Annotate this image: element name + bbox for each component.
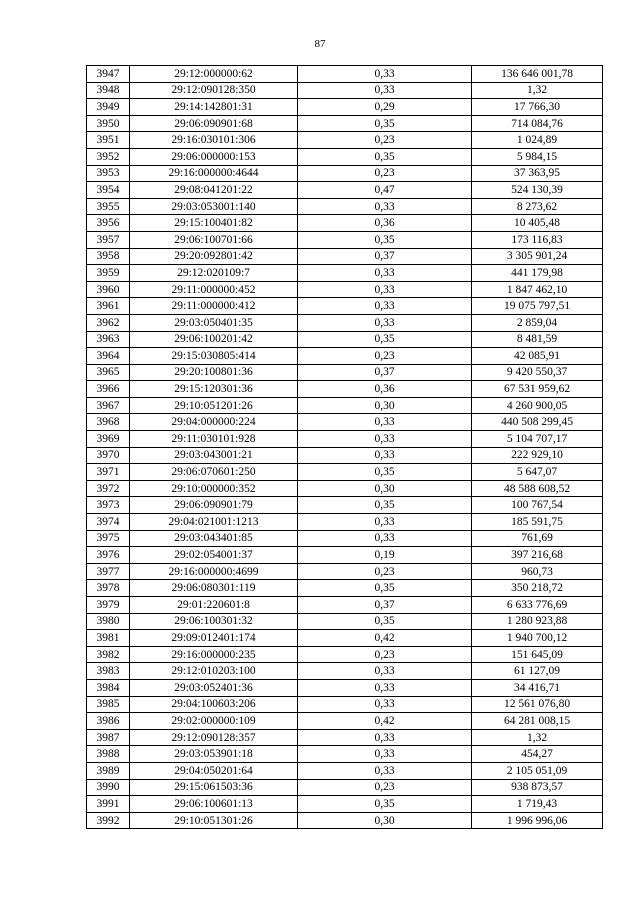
row-number-cell: 3983 xyxy=(87,663,130,680)
table-row xyxy=(87,198,603,215)
row-number-cell: 3990 xyxy=(87,779,130,796)
table-row xyxy=(87,397,603,414)
row-number-cell: 3982 xyxy=(87,646,130,663)
cadastral-number-cell: 29:04:100603:206 xyxy=(130,696,298,713)
cadastral-number-cell: 29:03:052401:36 xyxy=(130,679,298,696)
row-number-cell: 3977 xyxy=(87,563,130,580)
row-number-cell: 3947 xyxy=(87,66,130,83)
value-cell: 397 216,68 xyxy=(472,547,603,564)
value-cell: 1,32 xyxy=(472,82,603,99)
row-number-cell: 3967 xyxy=(87,397,130,414)
value-cell: 441 179,98 xyxy=(472,265,603,282)
coefficient-cell: 0,23 xyxy=(298,779,472,796)
value-cell: 454,27 xyxy=(472,746,603,763)
cadastral-number-cell: 29:10:051201:26 xyxy=(130,397,298,414)
value-cell: 350 218,72 xyxy=(472,580,603,597)
cadastral-number-cell: 29:09:012401:174 xyxy=(130,630,298,647)
coefficient-cell: 0,33 xyxy=(298,679,472,696)
cadastral-number-cell: 29:12:020109:7 xyxy=(130,265,298,282)
row-number-cell: 3972 xyxy=(87,480,130,497)
table-row xyxy=(87,514,603,531)
value-cell: 151 645,09 xyxy=(472,646,603,663)
cadastral-number-cell: 29:01:220601:8 xyxy=(130,597,298,614)
table-row xyxy=(87,66,603,83)
row-number-cell: 3960 xyxy=(87,281,130,298)
cadastral-number-cell: 29:06:080301:119 xyxy=(130,580,298,597)
value-cell: 3 305 901,24 xyxy=(472,248,603,265)
coefficient-cell: 0,33 xyxy=(298,746,472,763)
row-number-cell: 3950 xyxy=(87,115,130,132)
coefficient-cell: 0,23 xyxy=(298,348,472,365)
cadastral-number-cell: 29:11:030101:928 xyxy=(130,431,298,448)
value-cell: 960,73 xyxy=(472,563,603,580)
table-row xyxy=(87,215,603,232)
table-row xyxy=(87,414,603,431)
table-row xyxy=(87,314,603,331)
coefficient-cell: 0,23 xyxy=(298,132,472,149)
cadastral-number-cell: 29:16:000000:235 xyxy=(130,646,298,663)
row-number-cell: 3957 xyxy=(87,231,130,248)
cadastral-number-cell: 29:06:100201:42 xyxy=(130,331,298,348)
row-number-cell: 3971 xyxy=(87,464,130,481)
coefficient-cell: 0,33 xyxy=(298,82,472,99)
cadastral-number-cell: 29:16:000000:4644 xyxy=(130,165,298,182)
value-cell: 1 940 700,12 xyxy=(472,630,603,647)
row-number-cell: 3989 xyxy=(87,762,130,779)
value-cell: 938 873,57 xyxy=(472,779,603,796)
coefficient-cell: 0,35 xyxy=(298,115,472,132)
cadastral-number-cell: 29:06:070601:250 xyxy=(130,464,298,481)
cadastral-number-cell: 29:12:090128:350 xyxy=(130,82,298,99)
value-cell: 37 363,95 xyxy=(472,165,603,182)
coefficient-cell: 0,33 xyxy=(298,663,472,680)
table-row xyxy=(87,696,603,713)
value-cell: 136 646 001,78 xyxy=(472,66,603,83)
value-cell: 185 591,75 xyxy=(472,514,603,531)
coefficient-cell: 0,30 xyxy=(298,480,472,497)
row-number-cell: 3952 xyxy=(87,148,130,165)
row-number-cell: 3970 xyxy=(87,447,130,464)
coefficient-cell: 0,30 xyxy=(298,397,472,414)
table-row xyxy=(87,165,603,182)
cadastral-number-cell: 29:15:061503:36 xyxy=(130,779,298,796)
cadastral-number-cell: 29:02:000000:109 xyxy=(130,713,298,730)
value-cell: 8 273,62 xyxy=(472,198,603,215)
row-number-cell: 3987 xyxy=(87,729,130,746)
coefficient-cell: 0,33 xyxy=(298,298,472,315)
row-number-cell: 3962 xyxy=(87,314,130,331)
table-row xyxy=(87,364,603,381)
table-row xyxy=(87,497,603,514)
cadastral-number-cell: 29:20:100801:36 xyxy=(130,364,298,381)
value-cell: 67 531 959,62 xyxy=(472,381,603,398)
table-row xyxy=(87,646,603,663)
value-cell: 440 508 299,45 xyxy=(472,414,603,431)
table-row xyxy=(87,812,603,829)
row-number-cell: 3980 xyxy=(87,613,130,630)
value-cell: 4 260 900,05 xyxy=(472,397,603,414)
table-row xyxy=(87,231,603,248)
coefficient-cell: 0,33 xyxy=(298,729,472,746)
table-row xyxy=(87,713,603,730)
row-number-cell: 3956 xyxy=(87,215,130,232)
page-number: 87 xyxy=(314,38,326,50)
coefficient-cell: 0,35 xyxy=(298,331,472,348)
value-cell: 1 719,43 xyxy=(472,796,603,813)
coefficient-cell: 0,47 xyxy=(298,182,472,199)
row-number-cell: 3958 xyxy=(87,248,130,265)
row-number-cell: 3974 xyxy=(87,514,130,531)
cadastral-number-cell: 29:03:043001:21 xyxy=(130,447,298,464)
coefficient-cell: 0,29 xyxy=(298,99,472,116)
cadastral-number-cell: 29:12:010203:100 xyxy=(130,663,298,680)
table-row xyxy=(87,613,603,630)
row-number-cell: 3969 xyxy=(87,431,130,448)
table-row xyxy=(87,431,603,448)
value-cell: 100 767,54 xyxy=(472,497,603,514)
cadastral-number-cell: 29:16:000000:4699 xyxy=(130,563,298,580)
row-number-cell: 3976 xyxy=(87,547,130,564)
coefficient-cell: 0,42 xyxy=(298,713,472,730)
value-cell: 1 996 996,06 xyxy=(472,812,603,829)
coefficient-cell: 0,35 xyxy=(298,613,472,630)
value-cell: 10 405,48 xyxy=(472,215,603,232)
cadastral-number-cell: 29:08:041201:22 xyxy=(130,182,298,199)
coefficient-cell: 0,35 xyxy=(298,497,472,514)
coefficient-cell: 0,37 xyxy=(298,364,472,381)
coefficient-cell: 0,33 xyxy=(298,281,472,298)
row-number-cell: 3963 xyxy=(87,331,130,348)
value-cell: 34 416,71 xyxy=(472,679,603,696)
table-row xyxy=(87,182,603,199)
table-row xyxy=(87,281,603,298)
cadastral-number-cell: 29:04:021001:1213 xyxy=(130,514,298,531)
table-row xyxy=(87,381,603,398)
table-row xyxy=(87,148,603,165)
coefficient-cell: 0,33 xyxy=(298,198,472,215)
table-row xyxy=(87,82,603,99)
table-row xyxy=(87,597,603,614)
row-number-cell: 3978 xyxy=(87,580,130,597)
row-number-cell: 3981 xyxy=(87,630,130,647)
row-number-cell: 3975 xyxy=(87,530,130,547)
value-cell: 1 280 923,88 xyxy=(472,613,603,630)
coefficient-cell: 0,35 xyxy=(298,231,472,248)
value-cell: 1 024,89 xyxy=(472,132,603,149)
cadastral-number-cell: 29:04:000000:224 xyxy=(130,414,298,431)
row-number-cell: 3991 xyxy=(87,796,130,813)
cadastral-number-cell: 29:20:092801:42 xyxy=(130,248,298,265)
value-cell: 64 281 008,15 xyxy=(472,713,603,730)
table-row xyxy=(87,746,603,763)
table-row xyxy=(87,762,603,779)
table-row xyxy=(87,115,603,132)
row-number-cell: 3955 xyxy=(87,198,130,215)
table-body xyxy=(87,66,603,829)
table-row xyxy=(87,796,603,813)
value-cell: 61 127,09 xyxy=(472,663,603,680)
coefficient-cell: 0,33 xyxy=(298,696,472,713)
row-number-cell: 3979 xyxy=(87,597,130,614)
cadastral-number-cell: 29:11:000000:412 xyxy=(130,298,298,315)
coefficient-cell: 0,33 xyxy=(298,514,472,531)
coefficient-cell: 0,33 xyxy=(298,431,472,448)
cadastral-number-cell: 29:11:000000:452 xyxy=(130,281,298,298)
table-row xyxy=(87,447,603,464)
cadastral-number-cell: 29:06:090901:68 xyxy=(130,115,298,132)
row-number-cell: 3986 xyxy=(87,713,130,730)
cadastral-number-cell: 29:12:090128:357 xyxy=(130,729,298,746)
coefficient-cell: 0,23 xyxy=(298,563,472,580)
value-cell: 12 561 076,80 xyxy=(472,696,603,713)
cadastral-number-cell: 29:06:000000:153 xyxy=(130,148,298,165)
cadastral-number-cell: 29:02:054001:37 xyxy=(130,547,298,564)
value-cell: 2 859,04 xyxy=(472,314,603,331)
cadastral-number-cell: 29:12:000000:62 xyxy=(130,66,298,83)
table-row xyxy=(87,679,603,696)
value-cell: 714 084,76 xyxy=(472,115,603,132)
row-number-cell: 3973 xyxy=(87,497,130,514)
cadastral-number-cell: 29:04:050201:64 xyxy=(130,762,298,779)
table-row xyxy=(87,580,603,597)
table-row xyxy=(87,265,603,282)
row-number-cell: 3953 xyxy=(87,165,130,182)
coefficient-cell: 0,23 xyxy=(298,165,472,182)
row-number-cell: 3965 xyxy=(87,364,130,381)
cadastral-number-cell: 29:06:100601:13 xyxy=(130,796,298,813)
value-cell: 5 984,15 xyxy=(472,148,603,165)
table-row xyxy=(87,779,603,796)
coefficient-cell: 0,35 xyxy=(298,464,472,481)
table-row xyxy=(87,331,603,348)
cadastral-number-cell: 29:15:120301:36 xyxy=(130,381,298,398)
value-cell: 222 929,10 xyxy=(472,447,603,464)
value-cell: 48 588 608,52 xyxy=(472,480,603,497)
row-number-cell: 3959 xyxy=(87,265,130,282)
row-number-cell: 3948 xyxy=(87,82,130,99)
row-number-cell: 3968 xyxy=(87,414,130,431)
row-number-cell: 3985 xyxy=(87,696,130,713)
table-row xyxy=(87,547,603,564)
value-cell: 17 766,30 xyxy=(472,99,603,116)
table-row xyxy=(87,298,603,315)
row-number-cell: 3961 xyxy=(87,298,130,315)
coefficient-cell: 0,33 xyxy=(298,447,472,464)
value-cell: 2 105 051,09 xyxy=(472,762,603,779)
table-row xyxy=(87,99,603,116)
row-number-cell: 3966 xyxy=(87,381,130,398)
table-row xyxy=(87,530,603,547)
coefficient-cell: 0,33 xyxy=(298,414,472,431)
coefficient-cell: 0,33 xyxy=(298,66,472,83)
coefficient-cell: 0,35 xyxy=(298,580,472,597)
table-row xyxy=(87,248,603,265)
table-row xyxy=(87,563,603,580)
cadastral-number-cell: 29:10:000000:352 xyxy=(130,480,298,497)
coefficient-cell: 0,33 xyxy=(298,265,472,282)
value-cell: 1 847 462,10 xyxy=(472,281,603,298)
coefficient-cell: 0,37 xyxy=(298,248,472,265)
table-row xyxy=(87,630,603,647)
row-number-cell: 3954 xyxy=(87,182,130,199)
cadastral-number-cell: 29:14:142801:31 xyxy=(130,99,298,116)
table-row xyxy=(87,729,603,746)
value-cell: 8 481,59 xyxy=(472,331,603,348)
coefficient-cell: 0,35 xyxy=(298,796,472,813)
value-cell: 1,32 xyxy=(472,729,603,746)
row-number-cell: 3992 xyxy=(87,812,130,829)
table-row xyxy=(87,464,603,481)
coefficient-cell: 0,36 xyxy=(298,381,472,398)
cadastral-number-cell: 29:03:053901:18 xyxy=(130,746,298,763)
table-row xyxy=(87,132,603,149)
coefficient-cell: 0,35 xyxy=(298,148,472,165)
cadastral-number-cell: 29:06:100701:66 xyxy=(130,231,298,248)
coefficient-cell: 0,37 xyxy=(298,597,472,614)
row-number-cell: 3984 xyxy=(87,679,130,696)
value-cell: 5 647,07 xyxy=(472,464,603,481)
cadastral-number-cell: 29:03:043401:85 xyxy=(130,530,298,547)
coefficient-cell: 0,23 xyxy=(298,646,472,663)
coefficient-cell: 0,36 xyxy=(298,215,472,232)
cadastral-number-cell: 29:06:100301:32 xyxy=(130,613,298,630)
table-row xyxy=(87,663,603,680)
cadastral-number-cell: 29:16:030101:306 xyxy=(130,132,298,149)
value-cell: 6 633 776,69 xyxy=(472,597,603,614)
table-row xyxy=(87,348,603,365)
coefficient-cell: 0,33 xyxy=(298,314,472,331)
data-table xyxy=(86,65,603,829)
value-cell: 19 075 797,51 xyxy=(472,298,603,315)
row-number-cell: 3951 xyxy=(87,132,130,149)
row-number-cell: 3988 xyxy=(87,746,130,763)
value-cell: 42 085,91 xyxy=(472,348,603,365)
coefficient-cell: 0,33 xyxy=(298,530,472,547)
cadastral-number-cell: 29:15:100401:82 xyxy=(130,215,298,232)
row-number-cell: 3964 xyxy=(87,348,130,365)
coefficient-cell: 0,19 xyxy=(298,547,472,564)
cadastral-number-cell: 29:10:051301:26 xyxy=(130,812,298,829)
value-cell: 761,69 xyxy=(472,530,603,547)
cadastral-number-cell: 29:03:050401:35 xyxy=(130,314,298,331)
table-row xyxy=(87,480,603,497)
cadastral-number-cell: 29:15:030805:414 xyxy=(130,348,298,365)
value-cell: 5 104 707,17 xyxy=(472,431,603,448)
value-cell: 524 130,39 xyxy=(472,182,603,199)
coefficient-cell: 0,33 xyxy=(298,762,472,779)
row-number-cell: 3949 xyxy=(87,99,130,116)
cadastral-number-cell: 29:06:090901:79 xyxy=(130,497,298,514)
value-cell: 173 116,83 xyxy=(472,231,603,248)
value-cell: 9 420 550,37 xyxy=(472,364,603,381)
coefficient-cell: 0,30 xyxy=(298,812,472,829)
coefficient-cell: 0,42 xyxy=(298,630,472,647)
cadastral-number-cell: 29:03:053001:140 xyxy=(130,198,298,215)
